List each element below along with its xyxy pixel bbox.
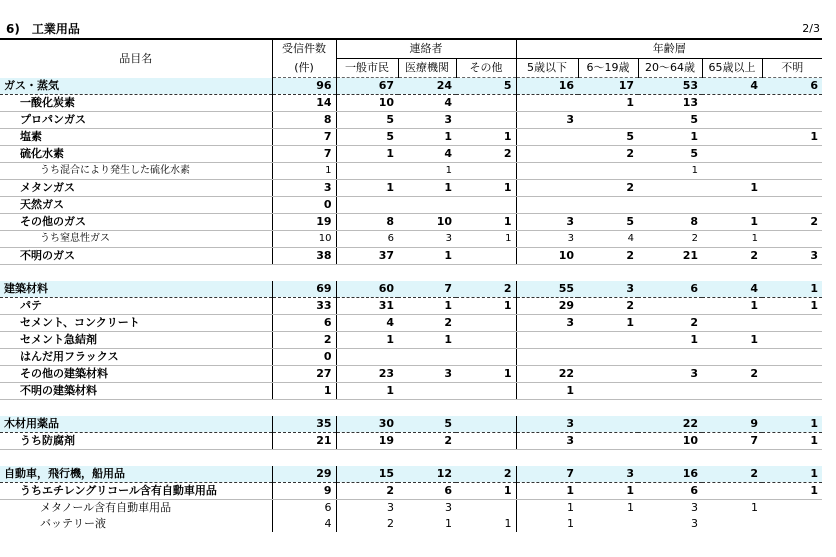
row-name: その他の建築材料 (0, 366, 272, 383)
row-value: 0 (272, 349, 336, 366)
row-name: うち混合により発生した硫化水素 (0, 163, 272, 180)
row-value: 19 (336, 433, 398, 450)
row-value: 1 (762, 298, 822, 315)
row-value: 3 (638, 366, 702, 383)
row-value: 0 (272, 197, 336, 214)
row-value: 3 (516, 416, 578, 433)
table-row (0, 112, 822, 129)
row-value (762, 180, 822, 197)
row-value: 2 (578, 298, 638, 315)
section-title: 6) 工業用品 (6, 22, 80, 36)
row-value: 7 (272, 129, 336, 146)
row-value: 3 (516, 231, 578, 248)
row-value: 1 (751, 501, 758, 514)
table-row (0, 146, 822, 163)
row-value: 1 (336, 180, 398, 197)
row-value: 60 (336, 281, 398, 298)
row-value: 1 (516, 383, 578, 400)
row-value: 2 (456, 281, 516, 298)
table-row (0, 180, 822, 197)
row-value: 67 (336, 78, 398, 95)
row-value (516, 197, 578, 214)
row-value: 1 (578, 483, 638, 500)
row-value (702, 483, 762, 500)
row-value: 5 (638, 112, 702, 129)
row-value: 4 (702, 78, 762, 95)
spacer-row (0, 265, 822, 282)
row-value: 31 (336, 298, 398, 315)
row-value (762, 95, 822, 112)
row-value (578, 197, 638, 214)
category-row (0, 78, 822, 95)
table-row (0, 231, 822, 248)
row-value: 3 (516, 214, 578, 231)
row-value: 4 (578, 231, 638, 248)
row-value: 5 (336, 129, 398, 146)
spacer-row (0, 450, 822, 467)
row-value: 16 (638, 466, 702, 483)
row-value (456, 248, 516, 265)
row-value: 3 (762, 248, 822, 265)
row-value (702, 129, 762, 146)
row-name: プロパンガス (0, 112, 272, 129)
row-value: 7 (516, 466, 578, 483)
table-row (0, 197, 822, 214)
row-value (578, 516, 638, 532)
row-value: 2 (762, 214, 822, 231)
row-value: 1 (702, 214, 762, 231)
row-value (578, 366, 638, 383)
row-value: 1 (456, 483, 516, 500)
row-value (398, 197, 456, 214)
row-value: 1 (638, 129, 702, 146)
row-value: 1 (516, 483, 578, 500)
column-header-age-65plus: 65歳以上 (702, 59, 762, 78)
row-value (702, 516, 762, 532)
column-group-contact: 連絡者 (336, 39, 516, 59)
row-value: 2 (456, 146, 516, 163)
row-value: 3 (578, 466, 638, 483)
row-value: 6 (638, 483, 702, 500)
table-row (0, 433, 822, 450)
row-value (638, 349, 702, 366)
spacer-cell (0, 400, 822, 417)
row-value (638, 180, 702, 197)
row-value (336, 349, 398, 366)
row-value: 3 (516, 433, 578, 450)
row-value (762, 231, 822, 248)
row-value: 1 (398, 248, 456, 265)
row-value (456, 163, 516, 180)
row-name: 木材用薬品 (0, 416, 272, 433)
row-value: 19 (272, 214, 336, 231)
row-value: 1 (702, 298, 762, 315)
table-row (0, 366, 822, 383)
row-name: その他のガス (0, 214, 272, 231)
column-header-age-unknown: 不明 (762, 59, 822, 78)
row-value (398, 383, 456, 400)
row-value: 1 (456, 129, 516, 146)
row-value: 8 (336, 214, 398, 231)
row-value: 1 (762, 483, 822, 500)
table-row (0, 500, 822, 517)
row-value: 2 (638, 315, 702, 332)
row-name: 建築材料 (0, 281, 272, 298)
table-row (0, 163, 822, 180)
row-value (516, 163, 578, 180)
row-value: 6 (336, 231, 398, 248)
row-value: 10 (398, 214, 456, 231)
row-value: 27 (272, 366, 336, 383)
table-row (0, 129, 822, 146)
row-value: 1 (762, 129, 822, 146)
row-value (516, 332, 578, 349)
row-value: 1 (762, 466, 822, 483)
table-row (0, 349, 822, 366)
row-value: 3 (691, 501, 698, 514)
table-row (0, 332, 822, 349)
row-value: 4 (272, 516, 336, 532)
row-name: セメント急結剤 (0, 332, 272, 349)
row-value: 29 (272, 466, 336, 483)
row-value (762, 366, 822, 383)
row-value: 30 (336, 416, 398, 433)
row-name: 不明のガス (0, 248, 272, 265)
row-value: 2 (578, 180, 638, 197)
row-value: 12 (398, 466, 456, 483)
row-name: 天然ガス (0, 197, 272, 214)
row-value: 6 (762, 78, 822, 95)
column-header-public: 一般市民 (336, 59, 398, 78)
row-value: 4 (398, 95, 456, 112)
row-value (456, 315, 516, 332)
row-value: 8 (638, 214, 702, 231)
row-value: 23 (336, 366, 398, 383)
row-value: 3 (398, 366, 456, 383)
row-value: 15 (336, 466, 398, 483)
table-row (0, 383, 822, 400)
row-value: 16 (516, 78, 578, 95)
table-row (0, 248, 822, 265)
row-value: 5 (456, 78, 516, 95)
spacer-cell (0, 450, 822, 467)
row-value (336, 163, 398, 180)
row-value: 14 (272, 95, 336, 112)
row-value: 2 (272, 332, 336, 349)
row-value: 3 (516, 112, 578, 129)
row-value: 5 (398, 416, 456, 433)
row-value: 1 (627, 501, 634, 514)
row-value: 38 (272, 248, 336, 265)
row-value: 6 (272, 315, 336, 332)
row-value: 2 (398, 433, 456, 450)
row-value (578, 349, 638, 366)
row-value (702, 146, 762, 163)
row-value: 3 (691, 517, 698, 530)
row-name: ガス・蒸気 (0, 78, 272, 95)
row-value: 10 (336, 95, 398, 112)
row-value: 1 (336, 332, 398, 349)
row-value (638, 197, 702, 214)
row-value: 22 (516, 366, 578, 383)
row-name: はんだ用フラックス (0, 349, 272, 366)
row-value: 1 (504, 517, 512, 530)
row-value (578, 416, 638, 433)
row-value: 1 (516, 500, 578, 517)
row-value: 7 (272, 146, 336, 163)
row-name: メタンガス (0, 180, 272, 197)
row-value: 1 (638, 332, 702, 349)
row-value: 1 (456, 366, 516, 383)
row-value: 1 (578, 315, 638, 332)
row-value (762, 315, 822, 332)
row-value (578, 163, 638, 180)
row-value: 1 (456, 231, 516, 248)
table-row (0, 483, 822, 500)
row-value: 1 (336, 146, 398, 163)
row-value (578, 332, 638, 349)
row-name: 硫化水素 (0, 146, 272, 163)
category-row (0, 281, 822, 298)
row-value: 4 (398, 146, 456, 163)
row-value (702, 197, 762, 214)
row-value (516, 146, 578, 163)
row-value: 2 (578, 248, 638, 265)
column-header-other: その他 (456, 59, 516, 78)
row-value: 3 (272, 180, 336, 197)
row-value (702, 349, 762, 366)
row-value (456, 349, 516, 366)
row-value (578, 112, 638, 129)
row-value (456, 112, 516, 129)
poison-inquiry-table (0, 38, 822, 532)
row-value (702, 383, 762, 400)
row-value: 1 (702, 332, 762, 349)
row-value: 1 (456, 214, 516, 231)
row-name: うちエチレングリコール含有自動車用品 (0, 483, 272, 500)
row-value: 35 (272, 416, 336, 433)
row-value: 1 (702, 180, 762, 197)
page-number: 2/3 (802, 22, 820, 35)
row-value: 1 (398, 298, 456, 315)
column-header-medical: 医療機関 (398, 59, 456, 78)
category-row (0, 416, 822, 433)
row-value: 10 (638, 433, 702, 450)
row-value: 1 (762, 416, 822, 433)
row-value (516, 95, 578, 112)
row-value: 1 (445, 517, 452, 530)
row-value (456, 433, 516, 450)
row-value (762, 383, 822, 400)
row-value (702, 112, 762, 129)
column-header-count-unit: (件) (272, 59, 336, 78)
row-value (638, 383, 702, 400)
row-value: 1 (272, 383, 336, 400)
row-value: 1 (398, 163, 456, 180)
row-value (762, 146, 822, 163)
row-value: 13 (638, 95, 702, 112)
spacer-cell (0, 265, 822, 282)
row-value: 7 (702, 433, 762, 450)
row-value (456, 416, 516, 433)
row-value: 6 (398, 483, 456, 500)
row-value (456, 383, 516, 400)
row-value (578, 433, 638, 450)
row-value: 5 (336, 112, 398, 129)
row-value: 2 (702, 248, 762, 265)
row-value: 6 (638, 281, 702, 298)
row-value: 1 (336, 383, 398, 400)
row-value: 1 (762, 433, 822, 450)
row-value: 21 (638, 248, 702, 265)
row-name: メタノール含有自動車用品 (40, 501, 172, 514)
row-value (516, 180, 578, 197)
row-name: バッテリー液 (40, 517, 106, 530)
row-name: 一酸化炭素 (0, 95, 272, 112)
row-value: 33 (272, 298, 336, 315)
row-value: 22 (638, 416, 702, 433)
row-value: 1 (272, 163, 336, 180)
row-value: 2 (398, 315, 456, 332)
row-value: 5 (638, 146, 702, 163)
row-value: 1 (516, 516, 578, 532)
row-value: 53 (638, 78, 702, 95)
row-value: 7 (398, 281, 456, 298)
row-value: 37 (336, 248, 398, 265)
row-value (762, 516, 822, 532)
category-row (0, 466, 822, 483)
row-value: 2 (638, 231, 702, 248)
row-value (516, 349, 578, 366)
row-value: 6 (272, 500, 336, 517)
row-value: 1 (702, 231, 762, 248)
row-value (456, 197, 516, 214)
row-value: 1 (456, 180, 516, 197)
row-name: うち窒息性ガス (0, 231, 272, 248)
row-value: 1 (578, 95, 638, 112)
row-value: 17 (578, 78, 638, 95)
row-value (702, 163, 762, 180)
row-value: 29 (516, 298, 578, 315)
table-body (0, 78, 822, 533)
row-value: 10 (516, 248, 578, 265)
row-value: 2 (702, 366, 762, 383)
row-value: 3 (516, 315, 578, 332)
row-value (702, 315, 762, 332)
row-value: 55 (516, 281, 578, 298)
row-value: 24 (398, 78, 456, 95)
table-row (0, 298, 822, 315)
column-header-age-6-19: 6～19歳 (578, 59, 638, 78)
row-value: 21 (272, 433, 336, 450)
row-value (456, 332, 516, 349)
row-value: 96 (272, 78, 336, 95)
row-value: 5 (578, 214, 638, 231)
row-name: うち防腐剤 (0, 433, 272, 450)
row-value (762, 349, 822, 366)
row-value: 2 (578, 146, 638, 163)
row-value (336, 197, 398, 214)
table-row (0, 516, 822, 532)
spacer-row (0, 400, 822, 417)
row-name: 塩素 (0, 129, 272, 146)
row-name: パテ (0, 298, 272, 315)
table-row (0, 315, 822, 332)
column-header-age-under5: 5歳以下 (516, 59, 578, 78)
column-header-age-20-64: 20～64歳 (638, 59, 702, 78)
row-value: 9 (272, 483, 336, 500)
row-value: 3 (398, 231, 456, 248)
row-name: 自動車，飛行機，船用品 (0, 466, 272, 483)
row-value: 4 (702, 281, 762, 298)
row-value (702, 95, 762, 112)
row-value (638, 298, 702, 315)
row-value: 2 (456, 466, 516, 483)
row-value: 8 (272, 112, 336, 129)
row-value (762, 197, 822, 214)
row-value: 1 (638, 163, 702, 180)
row-value: 3 (578, 281, 638, 298)
row-value (516, 129, 578, 146)
row-value: 1 (456, 298, 516, 315)
row-value: 2 (336, 483, 398, 500)
column-header-count: 受信件数 (272, 39, 336, 59)
row-value (762, 332, 822, 349)
column-group-age: 年齢層 (516, 39, 822, 59)
row-value (578, 383, 638, 400)
row-value: 1 (398, 180, 456, 197)
row-value (456, 95, 516, 112)
row-value (762, 500, 822, 517)
row-value: 3 (445, 501, 452, 514)
table-row (0, 214, 822, 231)
row-value (762, 112, 822, 129)
row-value (456, 500, 516, 517)
row-value: 1 (398, 332, 456, 349)
row-value: 2 (336, 516, 398, 532)
row-value: 9 (702, 416, 762, 433)
row-value: 3 (336, 500, 398, 517)
row-value: 1 (398, 129, 456, 146)
row-value: 4 (336, 315, 398, 332)
row-value: 2 (702, 466, 762, 483)
row-value: 1 (762, 281, 822, 298)
table-row (0, 95, 822, 112)
row-value: 69 (272, 281, 336, 298)
row-value (398, 349, 456, 366)
row-value: 3 (398, 112, 456, 129)
column-header-item-name: 品目名 (0, 39, 272, 78)
row-value (762, 163, 822, 180)
row-name: 不明の建築材料 (0, 383, 272, 400)
row-value: 10 (272, 231, 336, 248)
row-name: セメント、コンクリート (0, 315, 272, 332)
row-value: 5 (578, 129, 638, 146)
